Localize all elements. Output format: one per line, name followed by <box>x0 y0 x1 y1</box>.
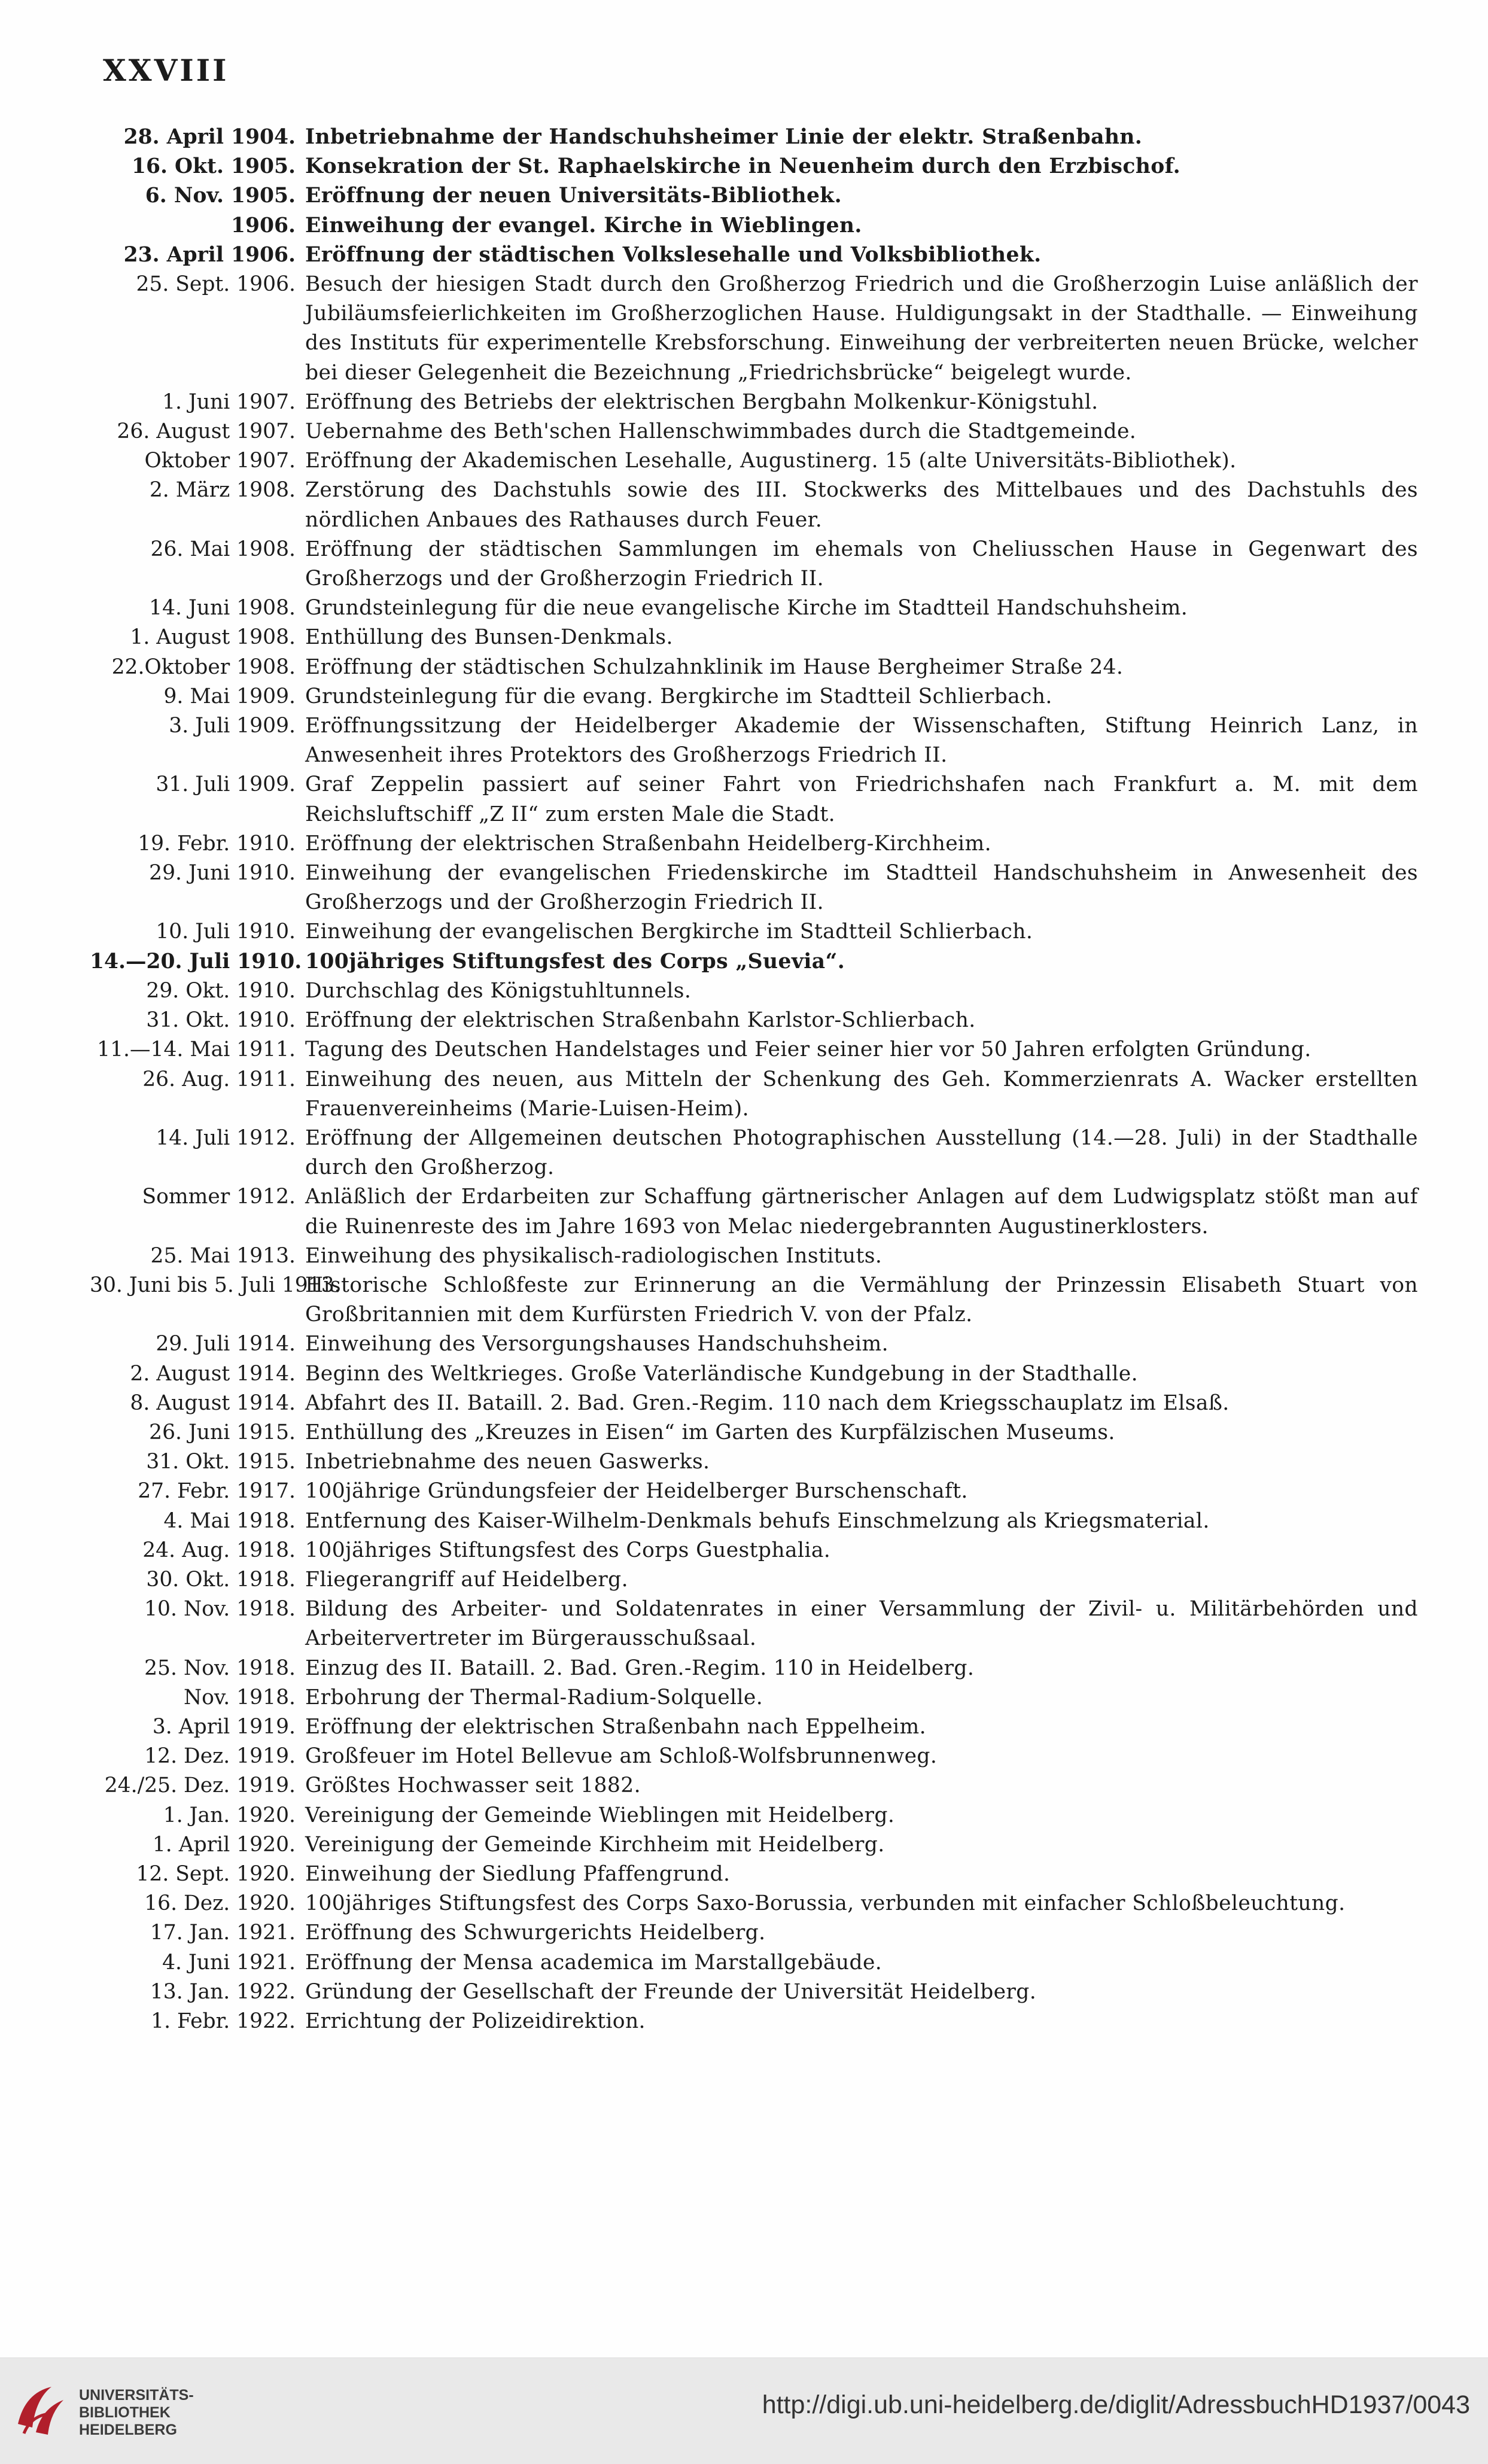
entry-date: 4. Juni 1921. <box>162 1950 296 1975</box>
library-seal-icon <box>12 2382 69 2439</box>
chronicle-entry <box>90 1683 1418 1712</box>
chronicle-entry <box>90 535 1418 594</box>
chronicle-entry <box>90 1477 1418 1506</box>
entry-text: Tagung des Deutschen Handelstages und Feier seiner hier vor 50 Jahren erfolgten Gründung. <box>305 1038 1311 1062</box>
entry-date: 22.Oktober 1908. <box>111 655 296 679</box>
entry-text: Durchschlag des Königstuhltunnels. <box>305 978 692 1003</box>
entry-date: Nov. 1918. <box>183 1685 296 1709</box>
chronicle-entry <box>90 1918 1418 1948</box>
entry-text: Inbetriebnahme der Handschuhsheimer Linie der elektr. Straßenbahn. <box>305 125 1143 149</box>
entry-text: Eröffnung der Akademischen Lesehalle, Augustinerg. 15 (alte Universitäts-Bibliothek). <box>305 449 1237 473</box>
chronicle-entry <box>90 1712 1418 1742</box>
entry-text: Fliegerangriff auf Heidelberg. <box>305 1567 628 1592</box>
chronicle-entry <box>90 623 1418 652</box>
entry-text: Graf Zeppelin passiert auf seiner Fahrt von Friedrichshafen nach Frankfurt a. M. mit dem Reichsluftschiff „Z II“ zum ersten Male die Stadt. <box>305 772 1418 826</box>
chronicle-entry <box>90 947 1418 977</box>
chronicle-entry <box>90 1536 1418 1565</box>
entry-date: 31. Okt. 1915. <box>146 1450 296 1474</box>
entry-date: 19. Febr. 1910. <box>138 831 296 856</box>
entry-text: Eröffnungssitzung der Heidelberger Akademie der Wissenschaften, Stiftung Heinrich Lanz, in Anwesenheit ihres Protektors des Großherzogs Friedrich II. <box>305 714 1418 768</box>
chronicle-entry <box>90 1654 1418 1683</box>
entry-text: Eröffnung der städtischen Sammlungen im ehemals von Cheliusschen Hause in Gegenwart des Großherzogs und der Großherzogin Friedrich II. <box>305 537 1418 591</box>
entry-text: Grundsteinlegung für die neue evangelische Kirche im Stadtteil Handschuhsheim. <box>305 596 1188 620</box>
entry-date: 12. Dez. 1919. <box>144 1744 296 1769</box>
entry-text: Uebernahme des Beth'schen Hallenschwimmbades durch die Stadtgemeinde. <box>305 419 1137 444</box>
chronicle-entry <box>90 770 1418 829</box>
entry-text: Einweihung des Versorgungshauses Handschuhsheim. <box>305 1332 888 1356</box>
entry-text: Besuch der hiesigen Stadt durch den Großherzog Friedrich und die Großherzogin Luise anläßlich der Jubiläumsfeierlichkeiten im Großherzoglichen Hause. Huldigungsakt in der Stadthalle. — Einweihung des Instituts für experimentelle Krebsforschung. Einweihung der verbreiterten neuen Brücke, welcher bei dieser Gelegenheit die Bezeichnung „Friedrichsbrücke“ beigelegt wurde. <box>305 272 1418 385</box>
entry-date: 1906. <box>230 213 296 238</box>
library-name-line: UNIVERSITÄTS- <box>79 2387 194 2404</box>
entry-text: Vereinigung der Gemeinde Wieblingen mit Heidelberg. <box>305 1803 895 1827</box>
page-number: XXVIII <box>103 53 229 88</box>
chronicle-entry <box>90 1978 1418 2007</box>
library-name-line: BIBLIOTHEK <box>79 2404 171 2421</box>
chronicle-entry <box>90 1271 1418 1330</box>
chronicle-entry <box>90 123 1418 152</box>
entry-date: 30. Juni bis 5. Juli 1913. <box>90 1273 341 1297</box>
entry-text: Gründung der Gesellschaft der Freunde der Universität Heidelberg. <box>305 1979 1037 2004</box>
entry-text: Großfeuer im Hotel Bellevue am Schloß-Wolfsbrunnenweg. <box>305 1744 938 1769</box>
entry-text: Einweihung der Siedlung Pfaffengrund. <box>305 1861 731 1886</box>
entry-date: 25. Mai 1913. <box>150 1243 296 1268</box>
entry-text: 100jährige Gründungsfeier der Heidelberger Burschenschaft. <box>305 1479 968 1504</box>
chronicle-entry <box>90 1771 1418 1800</box>
entry-date: 3. April 1919. <box>152 1714 296 1739</box>
chronicle-entry <box>90 476 1418 534</box>
entry-text: Einweihung der evangel. Kirche in Wieblingen. <box>305 213 862 238</box>
source-url-link[interactable]: http://digi.ub.uni-heidelberg.de/diglit/AdressbuchHD1937/0043 <box>762 2390 1470 2419</box>
entry-date: 26. Juni 1915. <box>149 1420 296 1444</box>
entry-text: Eröffnung der städtischen Volkslesehalle und Volksbibliothek. <box>305 242 1042 267</box>
entry-text: Eröffnung der Mensa academica im Marstallgebäude. <box>305 1950 883 1975</box>
entry-date: 29. Okt. 1910. <box>146 978 296 1003</box>
entry-text: Größtes Hochwasser seit 1882. <box>305 1774 641 1798</box>
entry-text: Eröffnung des Betriebs der elektrischen Bergbahn Molkenkur-Königstuhl. <box>305 390 1098 414</box>
chronicle-entry <box>90 1330 1418 1359</box>
chronicle-entry <box>90 1035 1418 1064</box>
entry-text: Eröffnung des Schwurgerichts Heidelberg. <box>305 1921 766 1945</box>
entry-date: 24. Aug. 1918. <box>142 1538 296 1562</box>
entry-text: Anläßlich der Erdarbeiten zur Schaffung gärtnerischer Anlagen auf dem Ludwigsplatz stößt man auf die Ruinenreste des im Jahre 1693 von Melac niedergebrannten Augustinerklosters. <box>305 1185 1418 1239</box>
footer-bar <box>0 2357 1488 2464</box>
chronicle-entry <box>90 1447 1418 1477</box>
entry-date: 14.—20. Juli 1910. <box>90 949 302 974</box>
entry-date: 14. Juli 1912. <box>156 1125 296 1150</box>
chronicle-entry <box>90 2007 1418 2036</box>
entry-date: 27. Febr. 1917. <box>138 1479 296 1504</box>
entry-date: 11.—14. Mai 1911. <box>97 1038 296 1062</box>
library-name-line: HEIDELBERG <box>79 2422 177 2438</box>
entry-text: Abfahrt des II. Bataill. 2. Bad. Gren.-Regim. 110 nach dem Kriegsschauplatz im Elsaß. <box>305 1391 1230 1415</box>
entry-date: 1. August 1908. <box>130 625 296 650</box>
entry-date: 3. Juli 1909. <box>169 714 296 738</box>
chronicle-entry <box>90 1830 1418 1860</box>
chronicle-entry <box>90 241 1418 270</box>
chronicle-entry <box>90 211 1418 241</box>
entry-date: 2. März 1908. <box>149 478 296 503</box>
chronicle-entry <box>90 1948 1418 1978</box>
chronicle-entry <box>90 1507 1418 1536</box>
entry-date: 1. Juni 1907. <box>162 390 296 414</box>
chronicle-entry <box>90 417 1418 446</box>
entry-date: 29. Juni 1910. <box>149 861 296 886</box>
entry-text: Beginn des Weltkrieges. Große Vaterländische Kundgebung in der Stadthalle. <box>305 1361 1138 1386</box>
entry-date: 30. Okt. 1918. <box>146 1567 296 1592</box>
entry-date: 23. April 1906. <box>123 242 296 267</box>
chronicle-entry <box>90 829 1418 859</box>
chronicle-entry <box>90 1242 1418 1271</box>
entry-date: 9. Mai 1909. <box>163 684 296 708</box>
entry-text: 100jähriges Stiftungsfest des Corps Guestphalia. <box>305 1538 831 1562</box>
entry-date: 1. Jan. 1920. <box>163 1803 296 1827</box>
chronicle-entry <box>90 181 1418 211</box>
entry-date: 12. Sept. 1920. <box>136 1861 296 1886</box>
chronicle-entry <box>90 446 1418 476</box>
chronicle-entry <box>90 682 1418 711</box>
chronicle-entry <box>90 711 1418 770</box>
entry-text: Erbohrung der Thermal-Radium-Solquelle. <box>305 1685 763 1709</box>
entry-date: 14. Juni 1908. <box>149 596 296 620</box>
entry-date: 4. Mai 1918. <box>163 1508 296 1533</box>
entry-date: 25. Sept. 1906. <box>136 272 296 297</box>
entry-text: Bildung des Arbeiter- und Soldatenrates in einer Versammlung der Zivil- u. Militärbehörden und Arbeitervertreter im Bürgerausschußsaal. <box>305 1597 1418 1651</box>
chronicle-entry <box>90 1182 1418 1241</box>
entry-text: 100jähriges Stiftungsfest des Corps Saxo-Borussia, verbunden mit einfacher Schloßbeleuchtung. <box>305 1891 1346 1916</box>
chronicle-entry <box>90 1006 1418 1035</box>
chronicle-entry <box>90 1889 1418 1918</box>
entry-date: 13. Jan. 1922. <box>150 1979 296 2004</box>
entry-text: Enthüllung des Bunsen-Denkmals. <box>305 625 673 650</box>
chronicle-entry <box>90 270 1418 388</box>
chronicle-entry <box>90 1595 1418 1653</box>
entry-date: 25. Nov. 1918. <box>144 1656 296 1680</box>
chronicle-entry <box>90 388 1418 417</box>
entry-text: Einweihung der evangelischen Bergkirche im Stadtteil Schlierbach. <box>305 920 1033 944</box>
chronicle-entry <box>90 1359 1418 1389</box>
entry-text: Eröffnung der neuen Universitäts-Bibliothek. <box>305 184 842 208</box>
entry-text: Enthüllung des „Kreuzes in Eisen“ im Garten des Kurpfälzischen Museums. <box>305 1420 1115 1444</box>
library-name <box>79 2387 194 2439</box>
entry-date: 28. April 1904. <box>123 125 296 149</box>
entry-date: 10. Nov. 1918. <box>144 1597 296 1622</box>
entry-text: Eröffnung der elektrischen Straßenbahn Heidelberg-Kirchheim. <box>305 831 991 856</box>
entry-date: Sommer 1912. <box>142 1185 296 1209</box>
entry-date: 2. August 1914. <box>130 1361 296 1386</box>
chronicle-entry <box>90 917 1418 947</box>
chronicle-entry <box>90 1860 1418 1889</box>
entry-date: 26. Aug. 1911. <box>142 1067 296 1091</box>
entry-date: 10. Juli 1910. <box>156 920 296 944</box>
chronicle-entry <box>90 859 1418 917</box>
entry-text: Eröffnung der elektrischen Straßenbahn nach Eppelheim. <box>305 1714 927 1739</box>
entry-date: 24./25. Dez. 1919. <box>104 1774 296 1798</box>
entry-text: Errichtung der Polizeidirektion. <box>305 2009 646 2033</box>
entry-text: Historische Schloßfeste zur Erinnerung an die Vermählung der Prinzessin Elisabeth Stuart von Großbritannien mit dem Kurfürsten Friedrich V. von der Pfalz. <box>305 1273 1418 1327</box>
chronicle-entry <box>90 152 1418 181</box>
entry-date: 26. August 1907. <box>117 419 296 444</box>
entry-text: Vereinigung der Gemeinde Kirchheim mit Heidelberg. <box>305 1832 885 1857</box>
entry-date: 1. Febr. 1922. <box>151 2009 296 2033</box>
entry-date: 31. Okt. 1910. <box>146 1008 296 1033</box>
chronicle-list <box>90 123 1418 2036</box>
entry-date: 31. Juli 1909. <box>156 772 296 797</box>
chronicle-entry <box>90 1565 1418 1595</box>
entry-text: Inbetriebnahme des neuen Gaswerks. <box>305 1450 710 1474</box>
chronicle-entry <box>90 1389 1418 1418</box>
entry-text: Einweihung des physikalisch-radiologischen Instituts. <box>305 1243 883 1268</box>
entry-text: 100jähriges Stiftungsfest des Corps „Suevia“. <box>305 949 845 974</box>
entry-date: 29. Juli 1914. <box>156 1332 296 1356</box>
entry-text: Eröffnung der elektrischen Straßenbahn Karlstor-Schlierbach. <box>305 1008 976 1033</box>
entry-text: Einweihung der evangelischen Friedenskirche im Stadtteil Handschuhsheim in Anwesenheit des Großherzogs und der Großherzogin Friedrich II. <box>305 861 1418 915</box>
entry-text: Zerstörung des Dachstuhls sowie des III. Stockwerks des Mittelbaues und des Dachstuhls des nördlichen Anbaues des Rathauses durch Feuer. <box>305 478 1418 532</box>
chronicle-entry <box>90 653 1418 682</box>
entry-text: Eröffnung der städtischen Schulzahnklinik im Hause Bergheimer Straße 24. <box>305 655 1124 679</box>
entry-date: 1. April 1920. <box>152 1832 296 1857</box>
chronicle-entry <box>90 1124 1418 1182</box>
entry-date: 16. Okt. 1905. <box>132 154 296 179</box>
entry-text: Einweihung des neuen, aus Mitteln der Schenkung des Geh. Kommerzienrats A. Wacker erstellten Frauenvereinheims (Marie-Luisen-Heim). <box>305 1067 1418 1121</box>
entry-date: 8. August 1914. <box>130 1391 296 1415</box>
chronicle-entry <box>90 1065 1418 1124</box>
entry-date: 17. Jan. 1921. <box>150 1921 296 1945</box>
entry-text: Grundsteinlegung für die evang. Bergkirche im Stadtteil Schlierbach. <box>305 684 1052 708</box>
entry-date: Oktober 1907. <box>144 449 296 473</box>
chronicle-entry <box>90 977 1418 1006</box>
entry-text: Eröffnung der Allgemeinen deutschen Photographischen Ausstellung (14.—28. Juli) in der Stadthalle durch den Großherzog. <box>305 1125 1418 1180</box>
entry-text: Einzug des II. Bataill. 2. Bad. Gren.-Regim. 110 in Heidelberg. <box>305 1656 975 1680</box>
entry-text: Entfernung des Kaiser-Wilhelm-Denkmals behufs Einschmelzung als Kriegsmaterial. <box>305 1508 1210 1533</box>
entry-text: Konsekration der St. Raphaelskirche in Neuenheim durch den Erzbischof. <box>305 154 1181 179</box>
entry-date: 16. Dez. 1920. <box>144 1891 296 1916</box>
entry-date: 6. Nov. 1905. <box>145 184 296 208</box>
entry-date: 26. Mai 1908. <box>150 537 296 561</box>
chronicle-entry <box>90 1742 1418 1771</box>
chronicle-entry <box>90 594 1418 623</box>
chronicle-entry <box>90 1801 1418 1830</box>
chronicle-entry <box>90 1418 1418 1447</box>
